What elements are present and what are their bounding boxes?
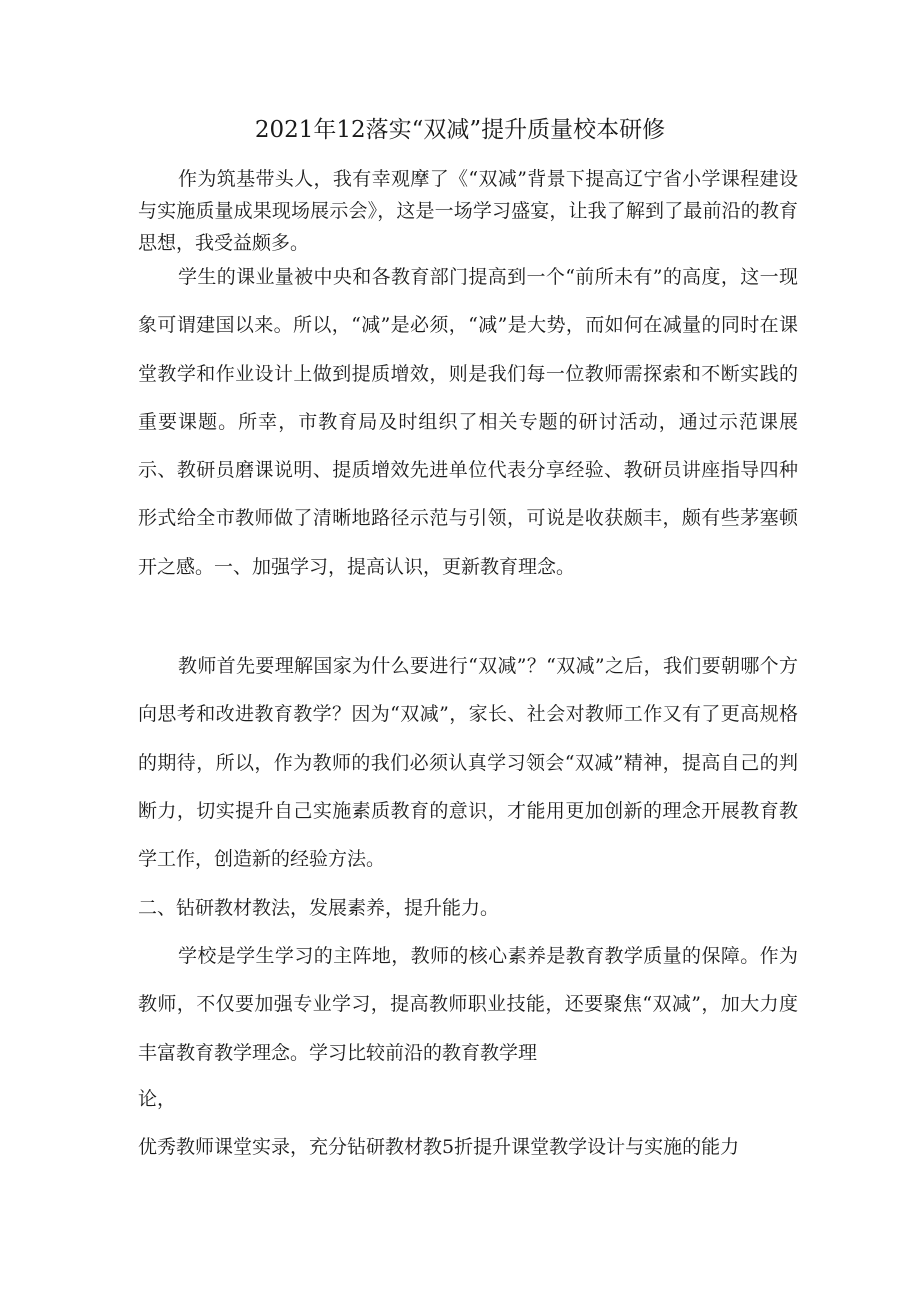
body-paragraph-3: 学校是学生学习的主阵地，教师的核心素养是教育教学质量的保障。作为教师，不仅要加强专业学习，提高教师职业技能，还要聚焦“双减”，加大力度丰富教育教学理念。学习比较前沿的教育教学理 bbox=[138, 945, 798, 1064]
body-paragraph-1: 学生的课业量被中央和各教育部门提高到一个“前所未有”的高度，这一现象可谓建国以来。所以，“减”是必须，“减”是大势，而如何在减量的同时在课堂教学和作业设计上做到提质增效，则是我们每一位教师需探索和不断实践的重要课题。所幸，市教育局及时组织了相关专题的研讨活动，通过示范课展示、教研员磨课说明、提质增效先进单位代表分享经验、教研员讲座指导四种形式给全市教师做了清晰地路径示范与引领，可说是收获颇丰，颇有些茅塞顿开之感。一、加强学习，提高认识，更新教育理念。 bbox=[138, 266, 798, 578]
document-title: 2021年12落实“双减”提升质量校本研修 bbox=[254, 117, 666, 143]
text-line-continuation: 优秀教师课堂实录，充分钻研教材教5折提升课堂教学设计与实施的能力 bbox=[138, 1136, 740, 1158]
section-heading-2: 二、钻研教材教法，发展素养，提升能力。 bbox=[138, 897, 500, 919]
text-line-fragment: 论， bbox=[138, 1088, 177, 1110]
body-paragraph-2: 教师首先要理解国家为什么要进行“双减”？“双减”之后，我们要朝哪个方向思考和改进教育教学？因为“双减”，家长、社会对教师工作又有了更高规格的期待，所以，作为教师的我们必须认真学习领会“双减”精神，提高自己的判断力，切实提升自己实施素质教育的意识，才能用更加创新的理念开展教育教学工作，创造新的经验方法。 bbox=[138, 655, 798, 871]
intro-paragraph: 作为筑基带头人，我有幸观摩了《“双减”背景下提高辽宁省小学课程建设与实施质量成果现场展示会》，这是一场学习盛宴，让我了解到了最前沿的教育思想，我受益颇多。 bbox=[138, 168, 798, 254]
